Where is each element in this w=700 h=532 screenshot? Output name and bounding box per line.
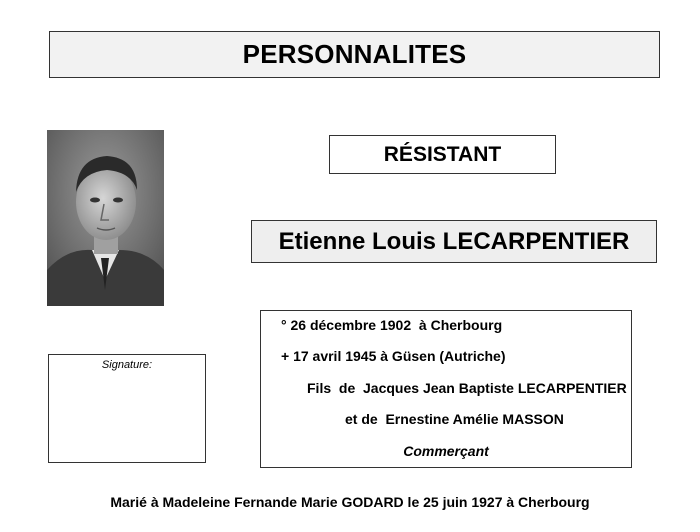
mother-info: et de Ernestine Amélie MASSON (345, 411, 564, 427)
signature-box (48, 354, 206, 463)
marriage-info: Marié à Madeleine Fernande Marie GODARD le 25 juin 1927 à Cherbourg (110, 494, 590, 510)
birth-info: ° 26 décembre 1902 à Cherbourg (281, 317, 503, 333)
biography-box (260, 310, 632, 468)
father-info: Fils de Jacques Jean Baptiste LECARPENTIER (307, 380, 627, 396)
category-label-box (329, 135, 556, 174)
profession: Commerçant (403, 443, 489, 459)
category-label: RÉSISTANT (383, 142, 502, 166)
portrait-photo (47, 130, 164, 306)
person-name: Etienne Louis LECARPENTIER (278, 227, 630, 255)
page-title-box (49, 31, 660, 78)
person-name-box (251, 220, 657, 263)
signature-label: Signature: (101, 359, 153, 371)
death-info: + 17 avril 1945 à Güsen (Autriche) (281, 348, 506, 364)
page-title: PERSONNALITES (242, 39, 467, 69)
